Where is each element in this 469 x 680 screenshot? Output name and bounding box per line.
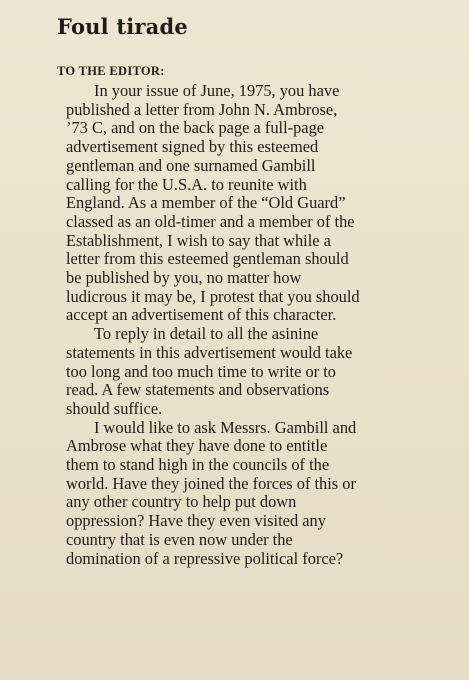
text-line: ludicrous it may be, I protest that you should bbox=[66, 286, 360, 306]
text-line: domination of a repressive political force? bbox=[66, 548, 344, 568]
text-line: published a letter from John N. Ambrose, bbox=[66, 99, 338, 119]
text-line: oppression? Have they even visited any bbox=[66, 511, 326, 531]
text-line: letter from this esteemed gentleman should bbox=[66, 249, 349, 269]
text-line: accept an advertisement of this character. bbox=[66, 305, 337, 325]
letter-salutation: TO THE EDITOR: bbox=[57, 64, 165, 78]
paragraph-1 bbox=[34, 82, 464, 325]
text-line: England. As a member of the “Old Guard” bbox=[66, 193, 346, 213]
text-line: ’73 C, and on the back page a full-page bbox=[66, 118, 325, 138]
text-line: any other country to help put down bbox=[66, 492, 297, 512]
text-line: world. Have they joined the forces of this or bbox=[66, 473, 356, 493]
text-line: classed as an old-timer and a member of the bbox=[66, 211, 355, 231]
text-line: To reply in detail to all the asinine bbox=[94, 324, 319, 344]
text-line: statements in this advertisement would take bbox=[66, 342, 353, 362]
text-line: country that is even now under the bbox=[66, 529, 293, 549]
paragraph-3 bbox=[34, 419, 464, 569]
text-line: advertisement signed by this esteemed bbox=[66, 137, 319, 157]
article-title: Foul tirade bbox=[57, 14, 188, 39]
text-line: should suffice. bbox=[66, 398, 163, 418]
paragraph-2 bbox=[34, 325, 464, 419]
text-line: calling for the U.S.A. to reunite with bbox=[66, 174, 307, 194]
text-line: I would like to ask Messrs. Gambill and bbox=[94, 417, 357, 437]
text-line: In your issue of June, 1975, you have bbox=[94, 81, 340, 100]
text-line: them to stand high in the councils of the bbox=[66, 455, 330, 475]
text-line: too long and too much time to write or to bbox=[66, 361, 336, 381]
text-line: read. A few statements and observations bbox=[66, 380, 330, 400]
text-line: Ambrose what they have done to entitle bbox=[66, 436, 328, 456]
text-line: Establishment, I wish to say that while a bbox=[66, 230, 331, 250]
text-line: gentleman and one surnamed Gambill bbox=[66, 155, 316, 175]
letter-body bbox=[34, 82, 464, 568]
text-line: be published by you, no matter how bbox=[66, 268, 302, 288]
